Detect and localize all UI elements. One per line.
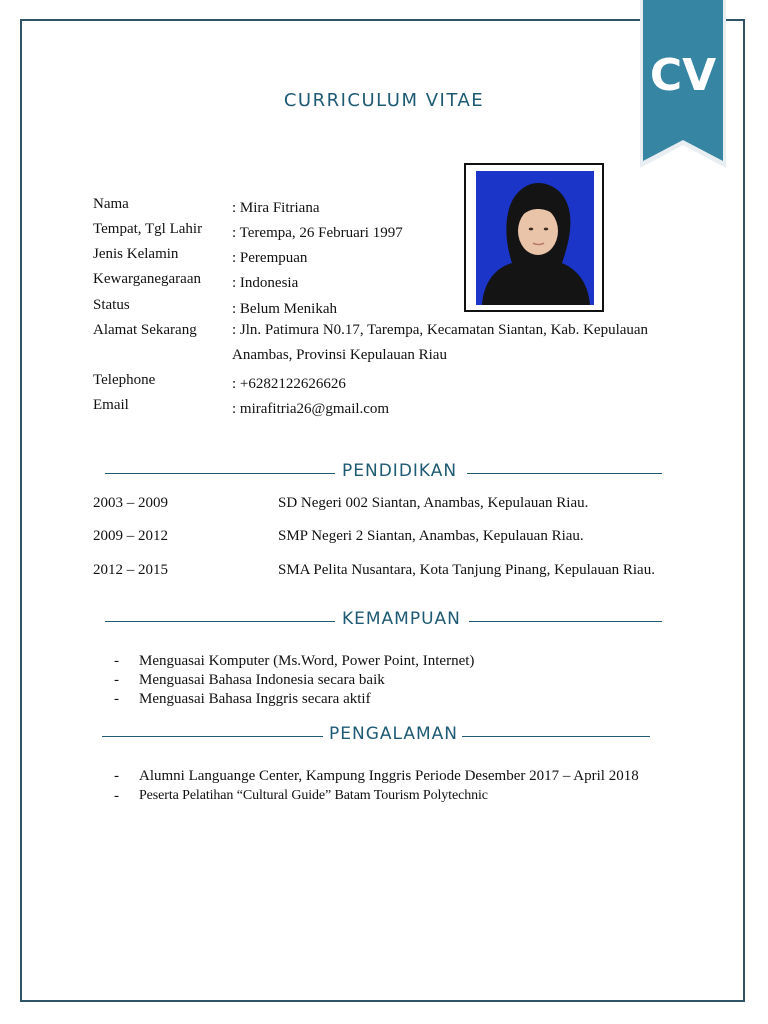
- cv-ribbon-badge: [640, 0, 726, 168]
- info-row-address: [93, 322, 693, 363]
- info-label: Nama: [93, 196, 129, 212]
- section-heading-experience: [102, 724, 650, 748]
- divider-line: [102, 736, 323, 737]
- info-value: : Mira Fitriana: [232, 200, 320, 216]
- info-label: Jenis Kelamin: [93, 246, 179, 262]
- info-row-birth: [93, 221, 693, 243]
- experience-list-item: [114, 788, 714, 808]
- info-row-status: [93, 297, 693, 319]
- section-title: PENGALAMAN: [329, 724, 459, 744]
- info-value: : Jln. Patimura N0.17, Tarempa, Kecamatan Siantan, Kab. Kepulauan Anambas, Provinsi Kepulauan Riau: [232, 322, 649, 363]
- info-value: : +6282122626626: [232, 376, 346, 392]
- section-title: PENDIDIKAN: [342, 461, 458, 481]
- skill-text: Menguasai Bahasa Indonesia secara baik: [139, 672, 385, 688]
- bullet-marker: -: [114, 691, 119, 707]
- divider-line: [467, 473, 662, 474]
- skill-list-item: [114, 691, 714, 711]
- experience-text: Peserta Pelatihan “Cultural Guide” Batam Tourism Polytechnic: [139, 788, 488, 803]
- info-label: Kewarganegaraan: [93, 271, 201, 287]
- section-heading-skills: [105, 609, 662, 633]
- info-label: Status: [93, 297, 130, 313]
- info-row-name: [93, 196, 693, 218]
- divider-line: [469, 621, 662, 622]
- education-row: [93, 528, 713, 550]
- bullet-marker: -: [114, 653, 119, 669]
- skill-list-item: [114, 672, 714, 692]
- divider-line: [462, 736, 650, 737]
- info-label: Email: [93, 397, 129, 413]
- bullet-marker: -: [114, 768, 119, 784]
- education-row: [93, 562, 713, 584]
- skill-text: Menguasai Bahasa Inggris secara aktif: [139, 691, 371, 707]
- divider-line: [105, 473, 335, 474]
- info-value: : mirafitria26@gmail.com: [232, 401, 390, 417]
- info-value: : Belum Menikah: [232, 301, 337, 317]
- education-school: SMP Negeri 2 Siantan, Anambas, Kepulauan Riau.: [278, 528, 584, 544]
- info-value: : Indonesia: [232, 275, 299, 291]
- education-period: 2009 – 2012: [93, 528, 168, 544]
- education-period: 2012 – 2015: [93, 562, 168, 578]
- skill-text: Menguasai Komputer (Ms.Word, Power Point, Internet): [139, 653, 475, 669]
- section-heading-education: [105, 461, 662, 485]
- education-row: [93, 495, 713, 517]
- page-title: CURRICULUM VITAE: [283, 90, 485, 111]
- info-row-nationality: [93, 271, 693, 293]
- section-title: KEMAMPUAN: [342, 609, 461, 629]
- info-label: Telephone: [93, 372, 156, 388]
- divider-line: [105, 621, 335, 622]
- cv-badge-text: CV: [649, 50, 717, 101]
- info-row-telephone: [93, 372, 693, 394]
- education-period: 2003 – 2009: [93, 495, 168, 511]
- education-school: SMA Pelita Nusantara, Kota Tanjung Pinang, Kepulauan Riau.: [278, 562, 655, 578]
- info-label: Tempat, Tgl Lahir: [93, 221, 203, 237]
- info-value: : Terempa, 26 Februari 1997: [232, 225, 403, 241]
- skill-list-item: [114, 653, 714, 673]
- info-row-email: [93, 397, 693, 419]
- info-label: Alamat Sekarang: [93, 322, 197, 338]
- info-value: : Perempuan: [232, 250, 308, 266]
- info-row-gender: [93, 246, 693, 268]
- education-school: SD Negeri 002 Siantan, Anambas, Kepulauan Riau.: [278, 495, 589, 511]
- experience-text: Alumni Languange Center, Kampung Inggris Periode Desember 2017 – April 2018: [139, 768, 639, 784]
- bullet-marker: -: [114, 788, 119, 804]
- bullet-marker: -: [114, 672, 119, 688]
- experience-list-item: [114, 768, 714, 788]
